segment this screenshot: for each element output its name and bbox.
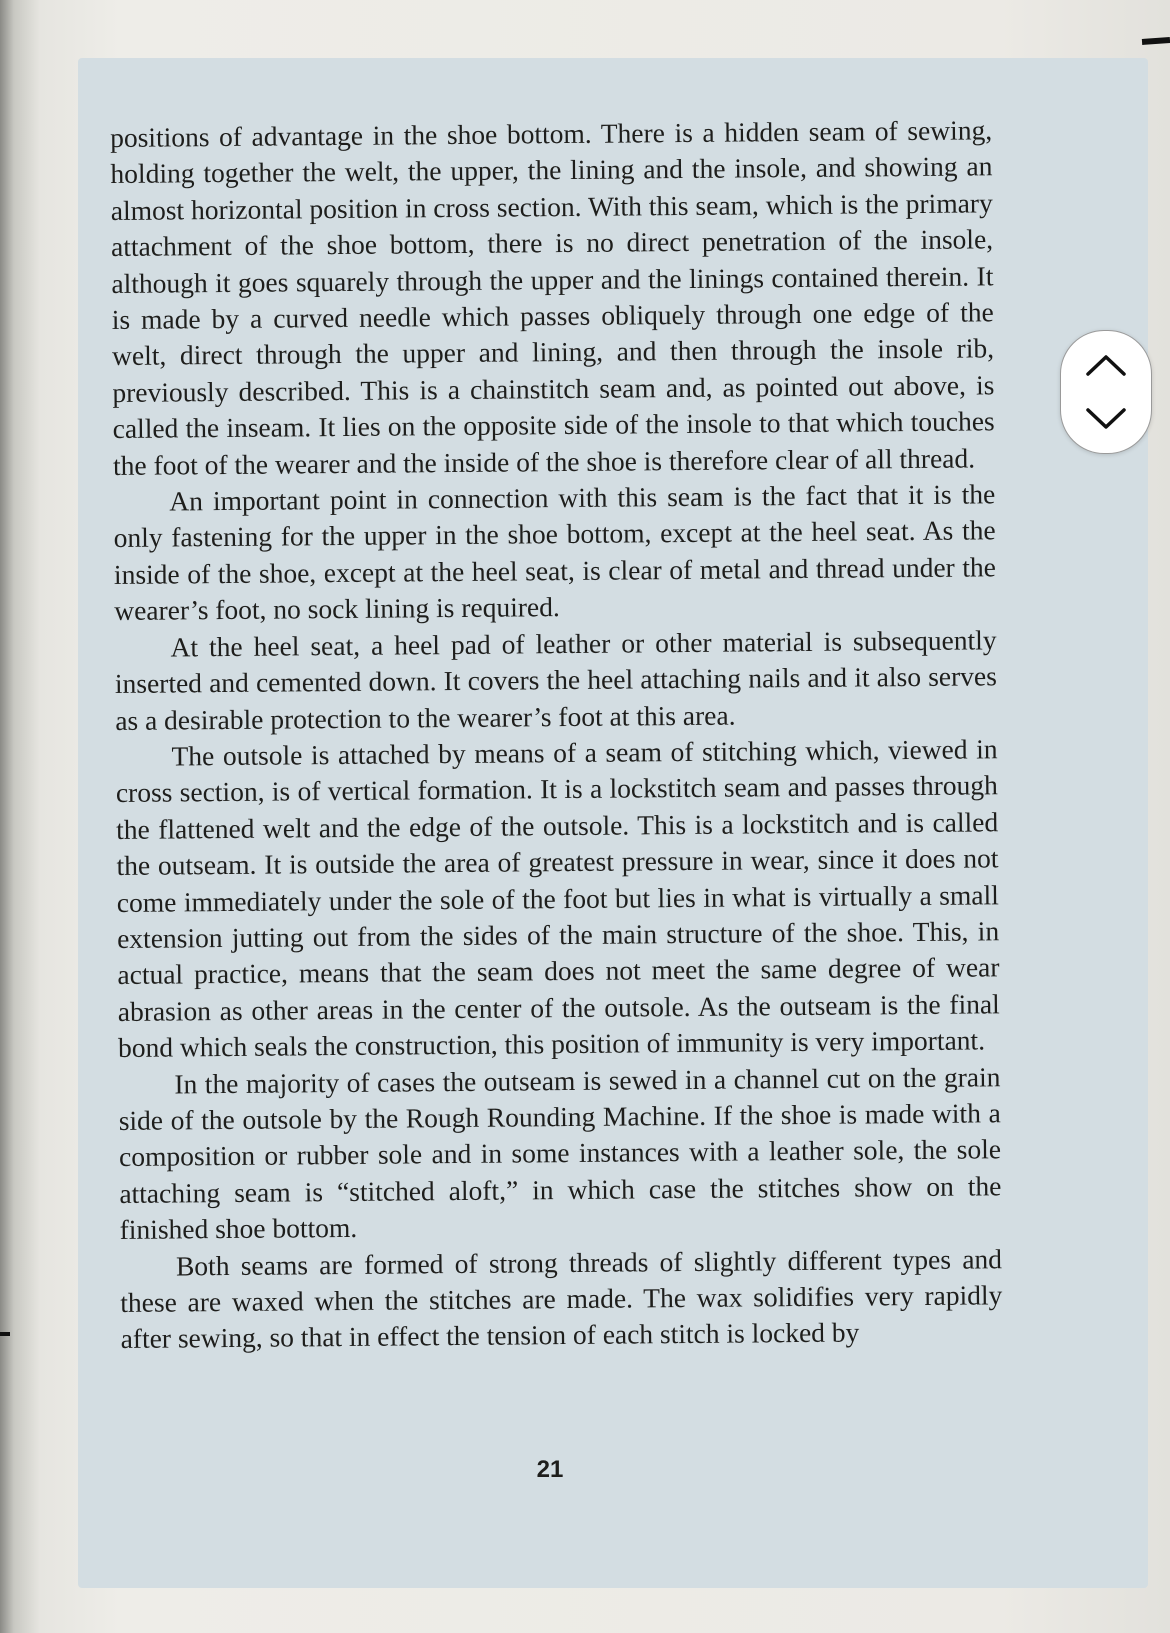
paragraph-4: The outsole is attached by means of a seam of stitching which, viewed in cross section, is of vertical formation. It is a lockstitch seam and passes through the flattened welt and the edge of the outsole. This is a lockstitch and is called the outseam. It is outside the area of greatest pressure in wear, since it does not come immediately under the sole of the foot but lies in what is virtually a small extension jutting out from the sides of the main structure of the shoe. This, in actual practice, means that the seam does not meet the same degree of wear abrasion as other areas in the center of the outsole. As the outseam is the final bond which seals the construction, this position of immunity is very important. <box>115 733 1000 1064</box>
chevron-down-icon <box>1084 406 1128 432</box>
paragraph-2: An important point in connection with this seam is the fact that it is the only fastening for the upper in the shoe bottom, except at the heel seat. As the inside of the shoe, except at the heel seat, is clear of metal and thread under the wearer’s foot, no sock lining is required. <box>113 478 997 627</box>
page-edge-mark-left <box>0 1332 10 1336</box>
paragraph-6: Both seams are formed of strong threads of slightly different types and these are waxed when the stitches are made. The wax solidifies very rapidly after sewing, so that in effect the tension of each stitch is locked by <box>120 1242 1003 1355</box>
next-page-button[interactable] <box>1061 391 1151 447</box>
paragraph-3: At the heel seat, a heel pad of leather or other material is subsequently inserted and cemented down. It covers the heel attaching nails and it also serves as a desirable protection to the wearer’s foot at this area. <box>114 623 998 736</box>
page-navigation-control <box>1060 330 1152 454</box>
chevron-up-icon <box>1084 352 1128 378</box>
page-edge-mark <box>1142 37 1170 45</box>
paragraph-1: positions of advantage in the shoe bottom. There is a hidden seam of sewing, holding together the welt, the upper, the lining and the insole, and showing an almost horizontal position in cross section. With this seam, which is the primary attachment of the shoe bottom, there is no direct penetration of the insole, although it goes squarely through the upper and the linings contained therein. It is made by a curved needle which passes obliquely through one edge of the welt, direct through the upper and lining, and then through the insole rib, previously described. This is a chainstitch seam and, as pointed out above, is called the inseam. It lies on the opposite side of the insole to that which touches the foot of the wearer and the inside of the shoe is therefore clear of all thread. <box>110 114 995 481</box>
page-number: 21 <box>536 1456 564 1483</box>
previous-page-button[interactable] <box>1061 337 1151 393</box>
body-text <box>110 112 1003 1357</box>
paragraph-5: In the majority of cases the outseam is sewed in a channel cut on the grain side of the outsole by the Rough Rounding Machine. If the shoe is made with a composition or rubber sole and in some instances with a leather sole, the sole attaching seam is “stitched aloft,” in which case the stitches show on the finished shoe bottom. <box>118 1060 1002 1246</box>
